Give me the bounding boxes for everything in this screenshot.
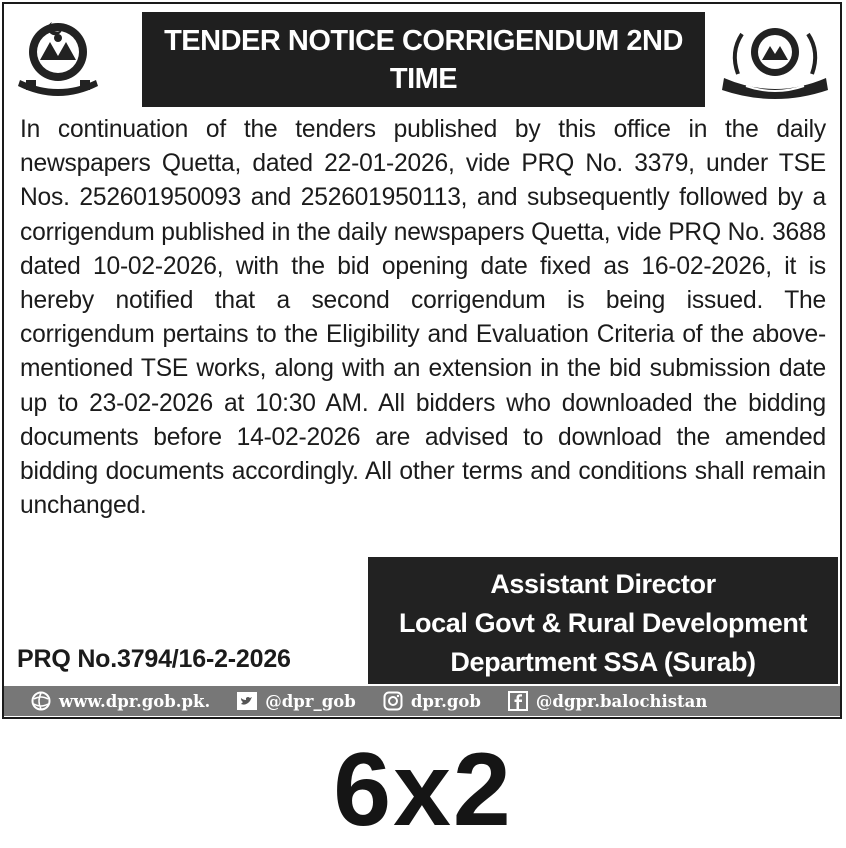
website-link[interactable] <box>30 691 210 711</box>
twitter-icon <box>236 691 258 711</box>
twitter-text: @dpr_gob <box>265 691 356 711</box>
notice-body-text: In continuation of the tenders published by this office in the daily newspapers Quetta, dated 22-01-2026, vide PRQ No. 3379, under TSE Nos. 252601950093 and 252601950113, and subsequently followed by a corrigendum published in the daily newspapers Quetta, vide PRQ No. 3688 dated 10-02-2026, with the bid opening date fixed as 16-02-2026, it is hereby notified that a second corrigendum is being issued. The corrigendum pertains to the Eligibility and Evaluation Criteria of the above-mentioned TSE works, along with an extension in the bid submission date up to 23-02-2026 at 10:30 AM. All bidders who downloaded the bidding documents before 14-02-2026 are advised to download the amended bidding documents accordingly. All other terms and conditions shall remain unchanged. <box>20 116 826 520</box>
facebook-icon <box>507 691 529 711</box>
instagram-text: dpr.gob <box>410 691 481 711</box>
signatory-department: Local Govt & Rural Development <box>398 608 808 638</box>
notice-title-box <box>142 12 705 107</box>
notice-title-line1: TENDER NOTICE CORRIGENDUM 2ND <box>164 24 683 57</box>
notice-title-line2: TIME <box>389 62 458 95</box>
signatory-title: Assistant Director <box>490 569 716 599</box>
facebook-text: @dgpr.balochistan <box>535 691 708 711</box>
social-bar <box>4 686 840 716</box>
signatory-box <box>368 557 838 684</box>
facebook-link[interactable] <box>507 691 707 711</box>
instagram-icon <box>382 691 404 711</box>
notice-body <box>20 113 826 523</box>
ad-size-label: 6x2 <box>333 732 513 848</box>
twitter-link[interactable] <box>236 691 356 711</box>
signatory-office: Department SSA (Surab) <box>450 647 756 677</box>
balochistan-emblem-icon <box>12 16 104 100</box>
instagram-link[interactable] <box>382 691 481 711</box>
prq-number: PRQ No.3794/16-2-2026 <box>17 645 291 673</box>
website-text: www.dpr.gob.pk. <box>59 691 211 711</box>
globe-icon <box>30 691 52 711</box>
dgpr-emblem-icon <box>716 16 834 100</box>
